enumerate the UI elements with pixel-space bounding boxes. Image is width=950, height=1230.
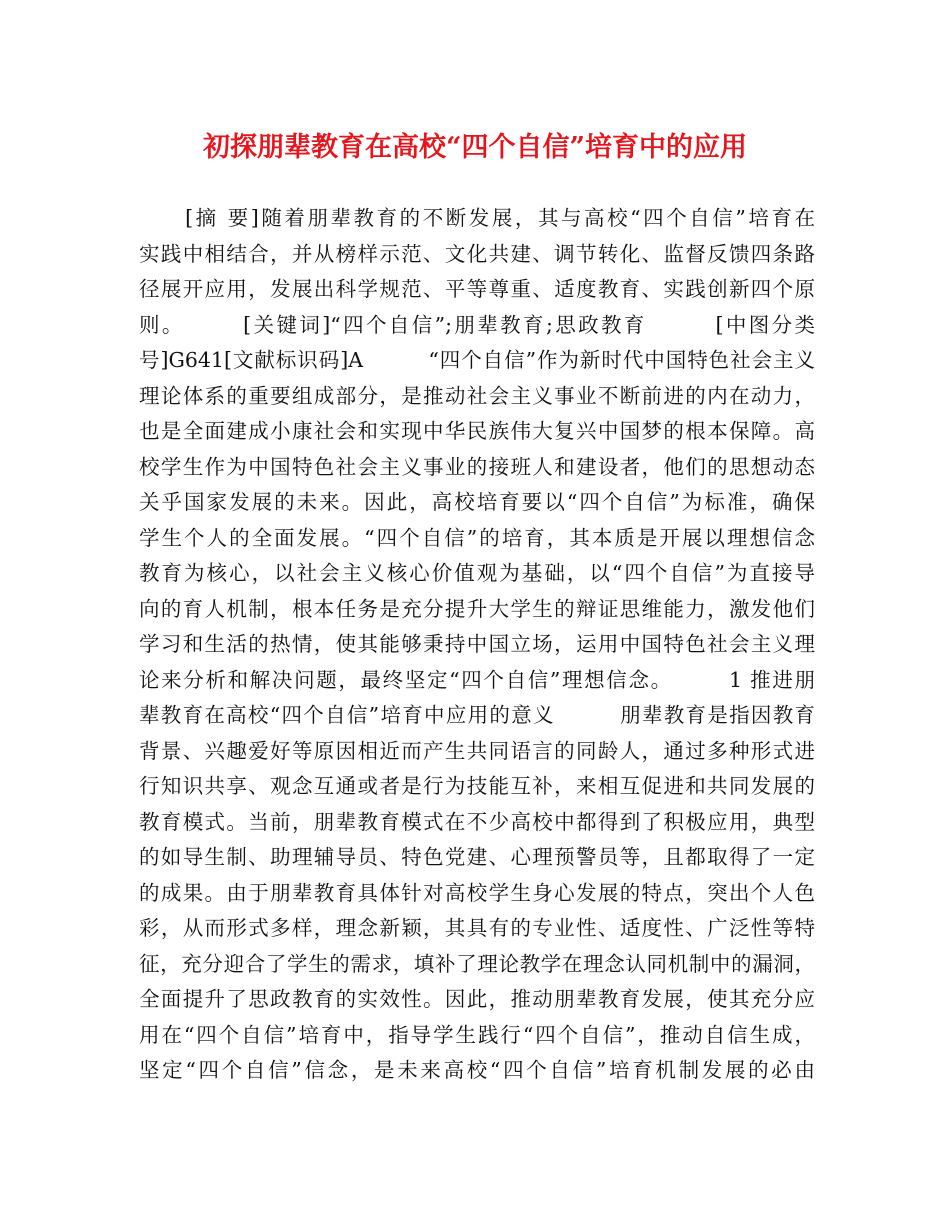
body-line: [摘 要]随着朋辈教育的不断发展，其与高校“四个自信”培育在	[139, 206, 815, 230]
body-line: 教育为核心，以社会主义核心价值观为基础，以“四个自信”为直接导	[139, 561, 815, 585]
body-line: 辈教育在高校“四个自信”培育中应用的意义 朋辈教育是指因教育	[139, 703, 815, 727]
document-title: 初探朋辈教育在高校“四个自信”培育中的应用	[202, 132, 748, 163]
body-line: 教育模式。当前，朋辈教育模式在不少高校中都得到了积极应用，典型	[139, 809, 815, 834]
body-line: 坚定“四个自信”信念，是未来高校“四个自信”培育机制发展的必由	[139, 1058, 815, 1082]
body-line: 理论体系的重要组成部分，是推动社会主义事业不断前进的内在动力，	[139, 383, 815, 408]
body-line: 径展开应用，发展出科学规范、平等尊重、适度教育、实践创新四个原	[139, 277, 815, 301]
body-line: 征，充分迎合了学生的需求，填补了理论教学在理念认同机制中的漏洞，	[139, 951, 815, 976]
body-line: 号]G641[文献标识码]A “四个自信”作为新时代中国特色社会主义	[139, 348, 815, 372]
body-line: 校学生作为中国特色社会主义事业的接班人和建设者，他们的思想动态	[139, 454, 815, 479]
body-line: 的如导生制、助理辅导员、特色党建、心理预警员等，且都取得了一定	[139, 845, 815, 869]
body-line: 则。 [关键词]“四个自信”;朋辈教育;思政教育 [中图分类	[139, 312, 815, 337]
body-line: 全面提升了思政教育的实效性。因此，推动朋辈教育发展，使其充分应	[139, 987, 815, 1011]
body-line: 论来分析和解决问题，最终坚定“四个自信”理想信念。 1 推进朋	[139, 667, 815, 692]
body-line: 彩，从而形式多样，理念新颖，其具有的专业性、适度性、广泛性等特	[139, 916, 815, 940]
document-body	[139, 201, 815, 1089]
body-line: 行知识共享、观念互通或者是行为技能互补，来相互促进和共同发展的	[139, 774, 815, 798]
body-line: 学习和生活的热情，使其能够秉持中国立场，运用中国特色社会主义理	[139, 632, 815, 656]
body-line: 的成果。由于朋辈教育具体针对高校学生身心发展的特点，突出个人色	[139, 880, 815, 905]
body-line: 学生个人的全面发展。“四个自信”的培育，其本质是开展以理想信念	[139, 525, 815, 550]
body-line: 用在“四个自信”培育中，指导学生践行“四个自信”，推动自信生成，	[139, 1022, 815, 1047]
body-line: 向的育人机制，根本任务是充分提升大学生的辩证思维能力，激发他们	[139, 596, 815, 621]
body-line: 实践中相结合，并从榜样示范、文化共建、调节转化、监督反馈四条路	[139, 241, 815, 266]
body-line: 背景、兴趣爱好等原因相近而产生共同语言的同龄人，通过多种形式进	[139, 738, 815, 763]
body-line: 关乎国家发展的未来。因此，高校培育要以“四个自信”为标准，确保	[139, 490, 815, 514]
body-line: 也是全面建成小康社会和实现中华民族伟大复兴中国梦的根本保障。高	[139, 419, 815, 443]
